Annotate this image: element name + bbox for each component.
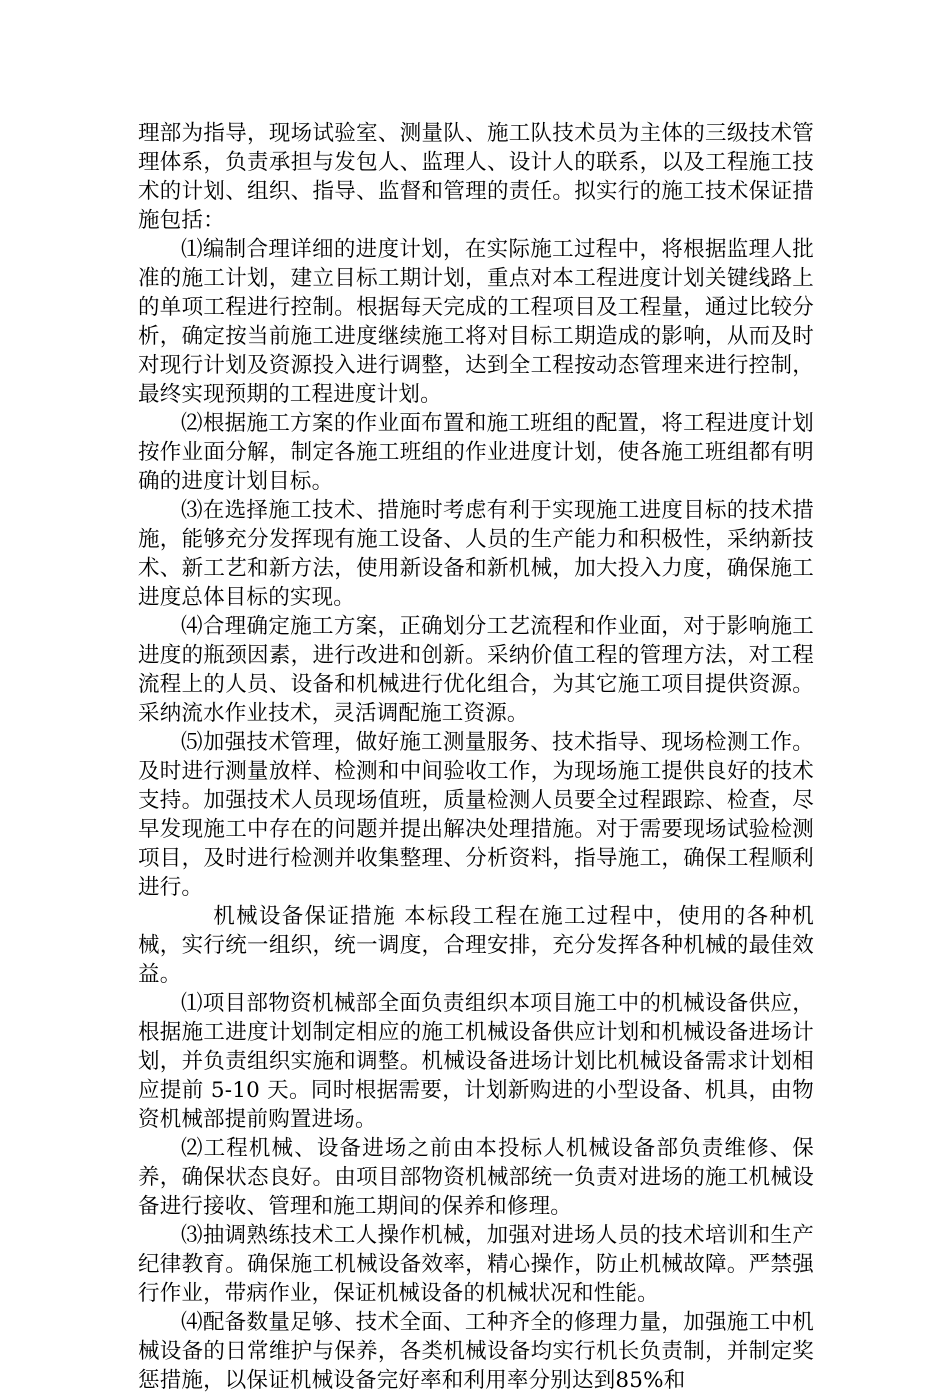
paragraph-schedule-4: ⑷合理确定施工方案，正确划分工艺流程和作业面，对于影响施工进度的瓶颈因素，进行改进和创新。采纳价值工程的管理方法，对工程流程上的人员、设备和机械进行优化组合，为其它施工项目提供资源。采纳流水作业技术，灵活调配施工资源。: [138, 614, 814, 726]
paragraph-schedule-2: ⑵根据施工方案的作业面布置和施工班组的配置，将工程进度计划按作业面分解，制定各施工班组的作业进度计划，使各施工班组都有明确的进度计划目标。: [138, 411, 814, 494]
paragraph-schedule-3: ⑶在选择施工技术、措施时考虑有利于实现施工进度目标的技术措施，能够充分发挥现有施工设备、人员的生产能力和积极性，采纳新技术、新工艺和新方法，使用新设备和新机械，加大投入力度，确保施工进度总体目标的实现。: [138, 498, 814, 610]
paragraph-schedule-5: ⑸加强技术管理，做好施工测量服务、技术指导、现场检测工作。及时进行测量放样、检测和中间验收工作，为现场施工提供良好的技术支持。加强技术人员现场值班，质量检测人员要全过程跟踪、检查，尽早发现施工中存在的问题并提出解决处理措施。对于需要现场试验检测项目，及时进行检测并收集整理、分析资料，指导施工，确保工程顺利进行。: [138, 730, 814, 900]
paragraph-machinery-1: ⑴项目部物资机械部全面负责组织本项目施工中的机械设备供应，根据施工进度计划制定相应的施工机械设备供应计划和机械设备进场计划，并负责组织实施和调整。机械设备进场计划比机械设备需求计划相应提前 5-10 天。同时根据需要，计划新购进的小型设备、机具，由物资机械部提前购置进场。: [138, 991, 814, 1132]
paragraph-machinery-heading: 机械设备保证措施 本标段工程在施工过程中，使用的各种机械，实行统一组织，统一调度，合理安排，充分发挥各种机械的最佳效益。: [138, 904, 814, 987]
paragraph-machinery-4: ⑷配备数量足够、技术全面、工种齐全的修理力量，加强施工中机械设备的日常维护与保养，各类机械设备均实行机长负责制，并制定奖惩措施，以保证机械设备完好率和利用率分别达到85%和: [138, 1310, 814, 1393]
paragraph-machinery-2: ⑵工程机械、设备进场之前由本投标人机械设备部负责维修、保养，确保状态良好。由项目部物资机械部统一负责对进场的施工机械设备进行接收、管理和施工期间的保养和修理。: [138, 1136, 814, 1219]
paragraph-schedule-1: ⑴编制合理详细的进度计划，在实际施工过程中，将根据监理人批准的施工计划，建立目标工期计划，重点对本工程进度计划关键线路上的单项工程进行控制。根据每天完成的工程项目及工程量，通过比较分析，确定按当前施工进度继续施工将对目标工期造成的影响，从而及时对现行计划及资源投入进行调整，达到全工程按动态管理来进行控制，最终实现预期的工程进度计划。: [138, 237, 814, 407]
document-page: [138, 119, 814, 1395]
paragraph-machinery-3: ⑶抽调熟练技术工人操作机械，加强对进场人员的技术培训和生产纪律教育。确保施工机械设备效率，精心操作，防止机械故障。严禁强行作业，带病作业，保证机械设备的机械状况和性能。: [138, 1223, 814, 1306]
paragraph-intro: 理部为指导，现场试验室、测量队、施工队技术员为主体的三级技术管理体系，负责承担与发包人、监理人、设计人的联系，以及工程施工技术的计划、组织、指导、监督和管理的责任。拟实行的施工技术保证措施包括：: [138, 121, 814, 233]
